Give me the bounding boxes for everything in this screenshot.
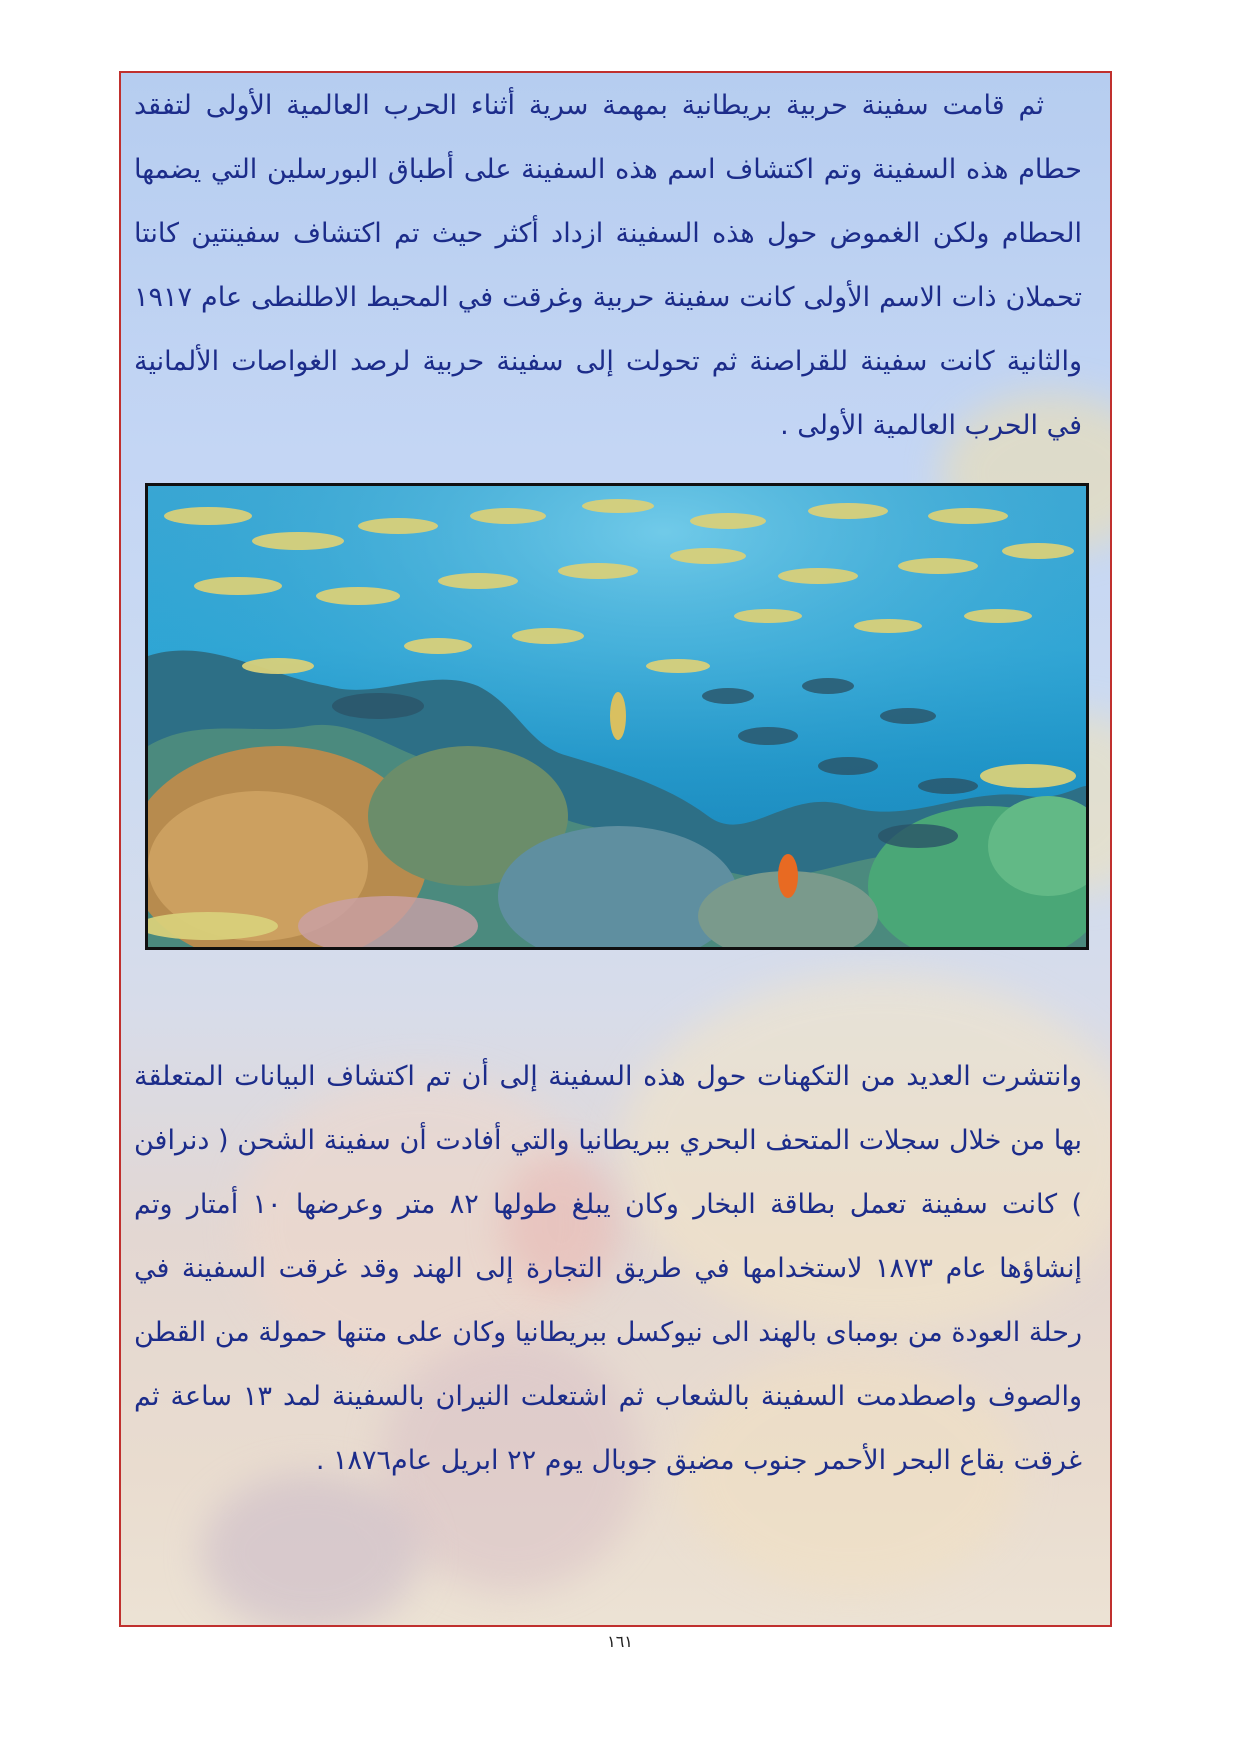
background-coral-decoration — [201, 1473, 421, 1627]
page-number: ١٦١ — [607, 1632, 633, 1651]
paragraph-top: ثم قامت سفينة حربية بريطانية بمهمة سرية أثناء الحرب العالمية الأولى لتفقد حطام هذه السفينة وتم اكتشاف اسم هذه السفينة على أطباق البورسلين التي يضمها الحطام ولكن الغموض حول هذه السفينة ازداد أكثر حيث تم اكتشاف سفينتين كانتا تحملان ذات الاسم الأولى كانت سفينة حربية وغرقت في المحيط الاطلنطى عام ١٩١٧ والثانية كانت سفينة للقراصنة ثم تحولت إلى سفينة حربية لرصد الغواصات الألمانية في الحرب العالمية الأولى . — [134, 90, 1082, 441]
reef-illustration — [148, 486, 1086, 947]
coral-reef-photo — [145, 483, 1089, 950]
paragraph-bottom: وانتشرت العديد من التكهنات حول هذه السفينة إلى أن تم اكتشاف البيانات المتعلقة بها من خلال سجلات المتحف البحري ببريطانيا والتي أفادت أن سفينة الشحن ( دنرافن ) كانت سفينة تعمل بطاقة البخار وكان يبلغ طولها ٨٢ متر وعرضها ١٠ أمتار وتم إنشاؤها عام ١٨٧٣ لاستخدامها في طريق التجارة إلى الهند وقد غرقت السفينة في رحلة العودة من بومباى بالهند الى نيوكسل ببريطانيا وكان على متنها حمولة من القطن والصوف واصطدمت السفينة بالشعاب ثم اشتعلت النيران بالسفينة لمد ١٣ ساعة ثم غرقت بقاع البحر الأحمر جنوب مضيق جوبال يوم ٢٢ ابريل عام١٨٧٦ . — [134, 1061, 1082, 1476]
